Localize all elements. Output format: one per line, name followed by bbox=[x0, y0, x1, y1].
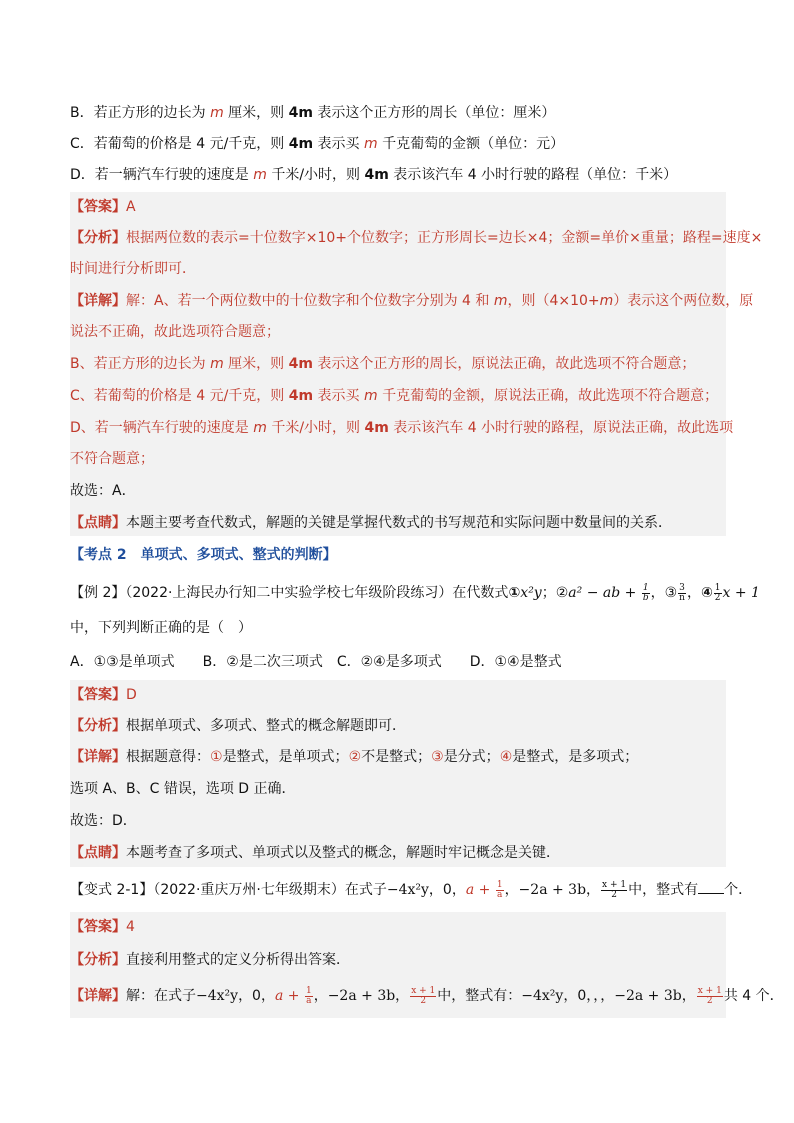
solution-block-2 bbox=[70, 680, 726, 867]
example-2-question: 【例 2】（2022·上海民办行知二中实验学校七年级阶段练习）在代数式①x²y；②a² − ab + $\frac{1}{b}$ ，③ $\frac{3}{n}$ ，④ $\frac{1}{2}$ x + 1 bbox=[70, 582, 760, 603]
fraction-1-over-b: $\frac{1}{b}$ bbox=[642, 582, 649, 603]
answer-line-1: 【答案】A bbox=[70, 199, 136, 215]
fraction-x-plus-1-over-2-detail: $\frac{x + 1}{2}$ bbox=[411, 985, 436, 1006]
detail-line-ex2-1: 【详解】根据题意得：①是整式，是单项式；②不是整式；③是分式；④是整式，是多项式； bbox=[70, 749, 639, 765]
option-b: B．若正方形的边长为 m 厘米，则 4m 表示这个正方形的周长（单位：厘米） bbox=[70, 105, 556, 121]
choose-line-1: 故选：A． bbox=[70, 483, 136, 499]
option-c: C．若葡萄的价格是 4 元/千克，则 4m 表示买 m 千克葡萄的金额（单位：元） bbox=[70, 136, 565, 152]
fraction-1-over-2: $\frac{1}{2}$ bbox=[714, 582, 721, 603]
option-d: D．若一辆汽车行驶的速度是 m 千米/小时，则 4m 表示该汽车 4 小时行驶的路程（单位：千米） bbox=[70, 167, 678, 183]
example-2-options: A．①③是单项式 B．②是二次三项式 C．②④是多项式 D．①④是整式 bbox=[70, 654, 562, 670]
fraction-3-over-n: $\frac{3}{n}$ bbox=[679, 582, 685, 603]
fraction-1-over-a-detail: $\frac{1}{a}$ bbox=[305, 985, 312, 1006]
section-2-title: 【考点 2 单项式、多项式、整式的判断】 bbox=[70, 547, 337, 563]
analysis-line-var: 【分析】直接利用整式的定义分析得出答案． bbox=[70, 952, 350, 968]
detail-line-6: 不符合题意； bbox=[70, 451, 154, 467]
answer-blank bbox=[698, 879, 724, 894]
answer-line-2: 【答案】D bbox=[70, 687, 137, 703]
detail-line-1: 【详解】解：A、若一个两位数中的十位数字和个位数字分别为 4 和 m，则（4×10+m）表示这个两位数，原 bbox=[70, 293, 754, 309]
detail-line-4: C、若葡萄的价格是 4 元/千克，则 4m 表示买 m 千克葡萄的金额，原说法正确，故此选项不符合题意； bbox=[70, 388, 719, 404]
comment-line-2: 【点睛】本题考查了多项式、单项式以及整式的概念，解题时牢记概念是关键． bbox=[70, 845, 560, 861]
detail-line-5: D、若一辆汽车行驶的速度是 m 千米/小时，则 4m 表示该汽车 4 小时行驶的路程，原说法正确，故此选项 bbox=[70, 420, 734, 436]
variant-2-1-question: 【变式 2-1】（2022·重庆万州·七年级期末）在式子−4x²y，0，a + $\frac{1}{a}$ ，−2a + 3b， $\frac{x + 1}{2}$ 中，整式有 个． bbox=[70, 879, 753, 900]
example-2-question-line-2: 中，下列判断正确的是（ ） bbox=[70, 620, 252, 636]
answer-line-3: 【答案】4 bbox=[70, 919, 135, 935]
comment-line-1: 【点睛】本题主要考查代数式，解题的关键是掌握代数式的书写规范和实际问题中数量间的关系． bbox=[70, 515, 672, 531]
choose-line-2: 故选：D． bbox=[70, 813, 137, 829]
detail-line-3: B、若正方形的边长为 m 厘米，则 4m 表示这个正方形的周长，原说法正确，故此选项不符合题意； bbox=[70, 356, 696, 372]
detail-line-2: 说法不正确，故此选项符合题意； bbox=[70, 324, 280, 340]
fraction-1-over-a: $\frac{1}{a}$ bbox=[496, 879, 503, 900]
analysis-line-ex2: 【分析】根据单项式、多项式、整式的概念解题即可． bbox=[70, 718, 406, 734]
fraction-x-plus-1-over-2-listed: $\frac{x + 1}{2}$ bbox=[697, 985, 722, 1006]
detail-line-var: 【详解】解：在式子−4x²y，0，a + $\frac{1}{a}$ ，−2a + 3b， $\frac{x + 1}{2}$ 中，整式有：−4x²y，0，，，−2a + 3b， $\frac{x + 1}{2}$ 共 4 个． bbox=[70, 985, 784, 1006]
fraction-x-plus-1-over-2: $\frac{x + 1}{2}$ bbox=[602, 879, 627, 900]
detail-line-ex2-2: 选项 A、B、C 错误，选项 D 正确． bbox=[70, 781, 296, 797]
analysis-line-2: 时间进行分析即可． bbox=[70, 261, 196, 277]
analysis-line-1: 【分析】根据两位数的表示=十位数字×10+个位数字；正方形周长=边长×4；金额=单价×重量；路程=速度× bbox=[70, 230, 763, 246]
